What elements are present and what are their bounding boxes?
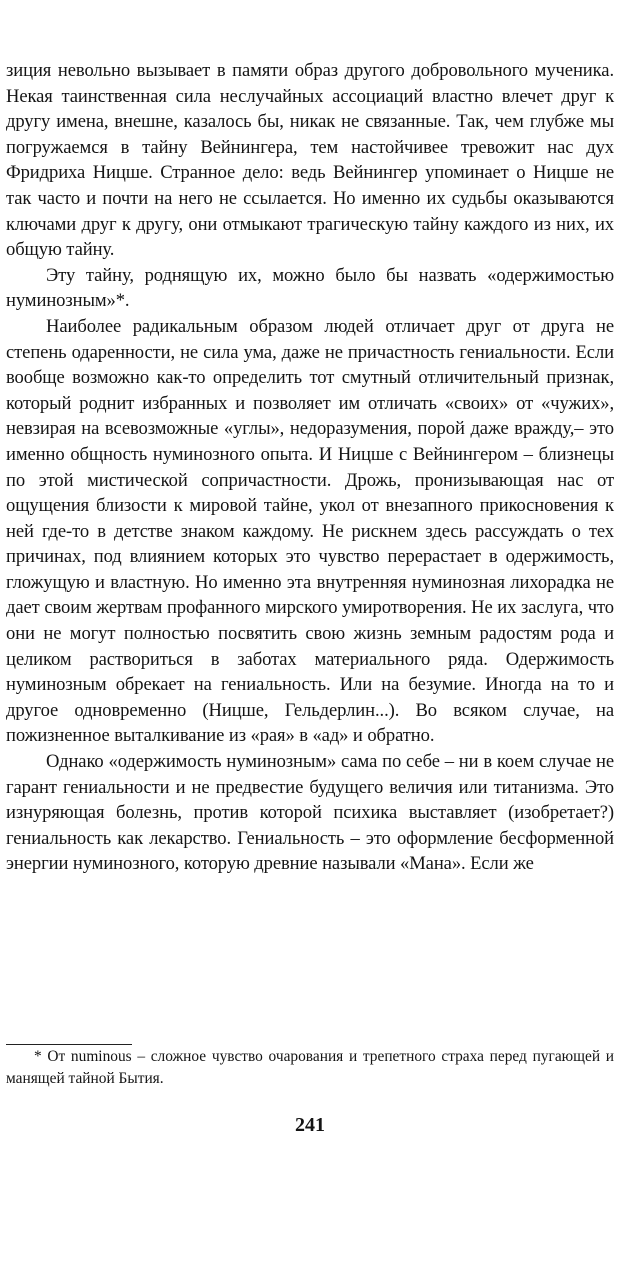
main-text bbox=[6, 58, 614, 877]
paragraph: Наиболее радикальным образом людей отличает друг от друга не степень одаренности, не сила ума, даже не причастность гениальности. Если вообще возможно как-то определить тот смутный отличительный признак, который роднит избранных и позволяет им отличать «своих» от «чужих», невзирая на всевозможные «углы», недоразумения, порой даже вражду,– это именно общность нуминозного опыта. И Ницше с Вейнингером – близнецы по этой мистической сопричастности. Дрожь, пронизывающая нас от ощущения близости к мировой тайне, укол от внезапного прикосновения к ней где-то в детстве знаком каждому. Не рискнем здесь рассуждать о тех причинах, под влиянием которых это чувство перерастает в одержимость, гложущую и властную. Но именно эта внутренняя нуминозная лихорадка не дает своим жертвам профанного мирского умиротворения. Не их заслуга, что они не могут полностью посвятить свою жизнь земным радостям рода и целиком раствориться в заботах материального ряда. Одержимость нуминозным обрекает на гениальность. Или на безумие. Иногда на то и другое одновременно (Ницше, Гельдерлин...). Во всяком случае, на пожизненное выталкивание из «рая» в «ад» и обратно. bbox=[6, 315, 614, 747]
footnote-divider bbox=[6, 1044, 132, 1045]
paragraph: Однако «одержимость нуминозным» сама по себе – ни в коем случае не гарант гениальности и не предвестие будущего величия или титанизма. Это изнуряющая болезнь, против которой психика выставляет (изобретает?) гениальность как лекарство. Гениальность – это оформление бесформенной энергии нуминозного, которую древние называли «Мана». Если же bbox=[6, 751, 614, 875]
footnote-text: * От numinous – сложное чувство очарования и трепетного страха перед пугающей и манящей тайной Бытия. bbox=[6, 1048, 614, 1087]
footnote bbox=[6, 1046, 614, 1090]
paragraph: Эту тайну, роднящую их, можно было бы назвать «одержимостью нуминозным»*. bbox=[6, 264, 614, 312]
page-number: 241 bbox=[295, 1114, 325, 1136]
paragraph-continuation: зиция невольно вызывает в памяти образ другого добровольного мученика. Некая таинственная сила неслучайных ассоциаций властно влечет друг к другу имена, внешне, казалось бы, никак не связанные. Так, чем глубже мы погружаемся в тайну Вейнингера, тем настойчивее тревожит нас дух Фридриха Ницше. Странное дело: ведь Вейнингер упоминает о Ницше не так часто и почти на него не ссылается. Но именно их судьбы оказываются ключами друг к другу, они отмыкают трагическую тайну каждого из них, их общую тайну. bbox=[6, 60, 614, 261]
